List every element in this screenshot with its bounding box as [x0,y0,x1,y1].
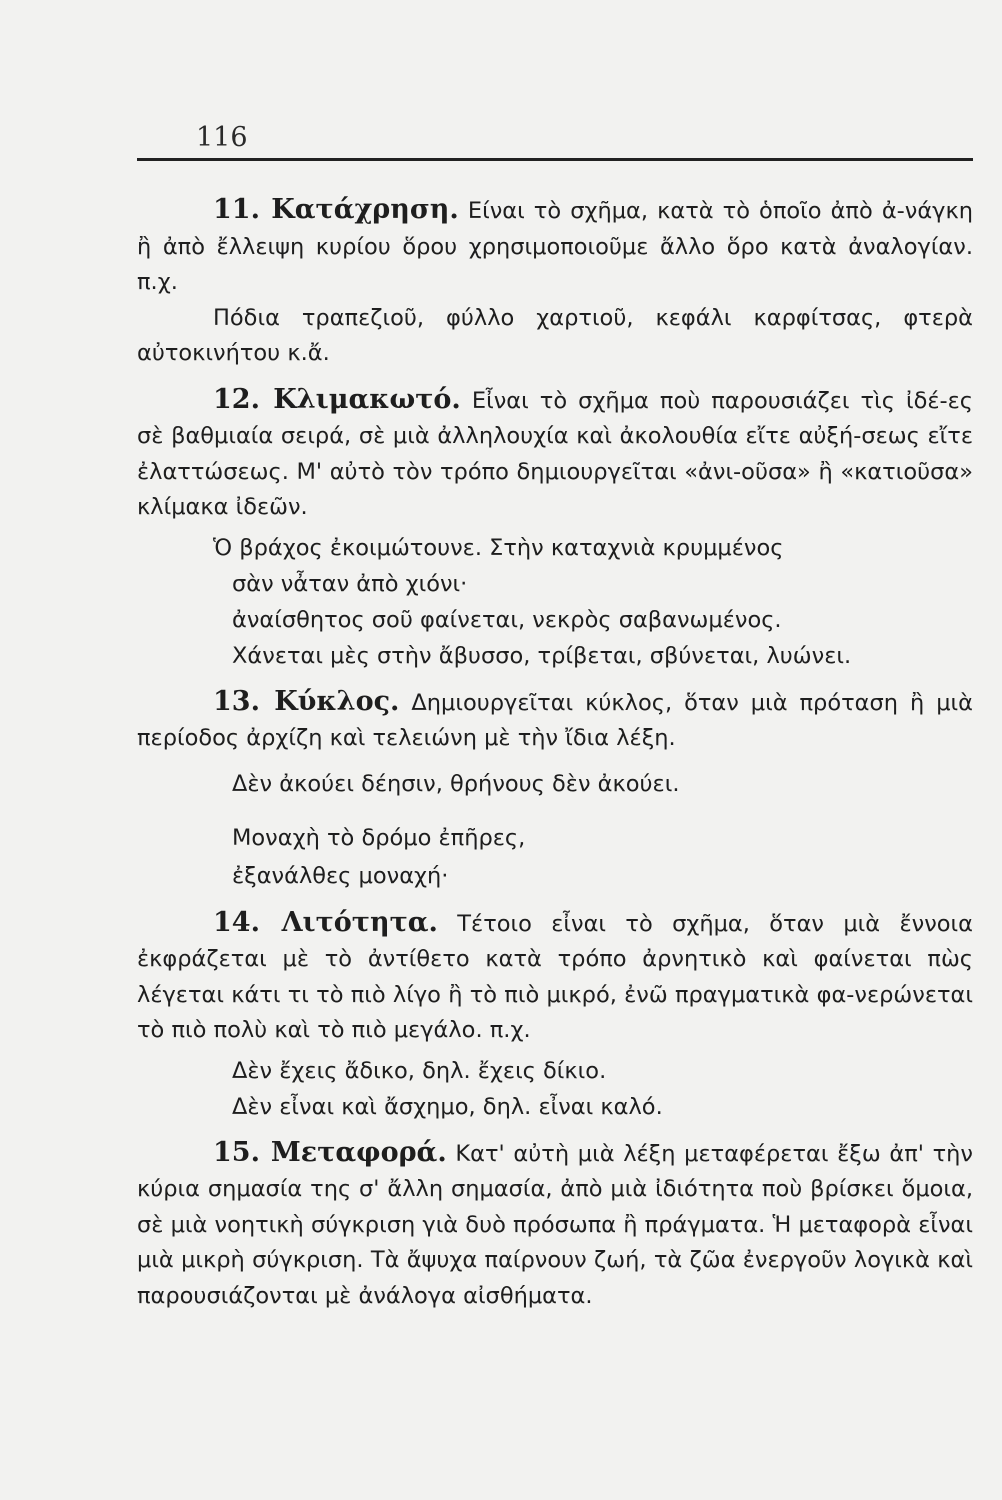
quote-line: Ὁ βράχος ἐκοιμώτουνε. Στὴν καταχνιὰ κρυμμένος [213,534,784,561]
section-13 [137,684,973,757]
quote-line: ἐξανάλθες μοναχή· [232,862,449,889]
quote-line: ἀναίσθητος σοῦ φαίνεται, νεκρὸς σαβανωμένος. [232,606,782,633]
section-14-term: 14. Λιτότητα. [213,906,438,938]
section-15 [137,1135,973,1315]
section-14-quote [137,1053,973,1125]
section-12-text: Εἶναι τὸ σχῆμα ποὺ παρουσιάζει τὶς ἰδέ-ες σὲ βαθμιαία σειρά, σὲ μιὰ ἀλληλουχία καὶ ἀκολουθία εἴτε αὐξή-σεως εἴτε ἐλαττώσεως. Μ' αὐτὸ τὸν τρόπο δημιουργεῖται «ἀνι-οῦσα» ἢ «κατιοῦσα» κλίμακα ἰδεῶν. [137,387,973,520]
quote-line: Δὲν ἀκούει δέησιν, θρήνους δὲν ἀκούει. [232,770,680,797]
section-13-text: Δημιουργεῖται κύκλος, ὅταν μιὰ πρόταση ἢ μιὰ περίοδος ἀρχίζη καὶ τελειώνη μὲ τὴν ἴδια λέξη. [137,689,973,751]
section-15-text: Κατ' αὐτὴ μιὰ λέξη μεταφέρεται ἔξω ἀπ' τὴν κύρια σημασία της σ' ἄλλη σημασία, ἀπὸ μιὰ ἰδιότητα ποὺ βρίσκει ὅμοια, σὲ μιὰ νοητικὴ σύγκριση γιὰ δυὸ πρόσωπα ἢ πράγματα. Ἡ μεταφορὰ εἶναι μιὰ μικρὴ σύγκριση. Τὰ ἄψυχα παίρνουν ζωή, τὰ ζῶα ἐνεργοῦν λογικὰ καὶ παρουσιάζονται μὲ ἀνάλογα αἰσθήματα. [137,1140,973,1309]
quote-line: Χάνεται μὲς στὴν ἄβυσσο, τρίβεται, σβύνεται, λυώνει. [232,642,852,669]
section-14 [137,905,973,1049]
section-15-term: 15. Μεταφορά. [213,1136,447,1168]
quote-line: Δὲν ἔχεις ἄδικο, δηλ. ἔχεις δίκιο. [232,1057,607,1084]
section-12 [137,382,973,526]
section-14-text: Τέτοιο εἶναι τὸ σχῆμα, ὅταν μιὰ ἔννοια ἐκφράζεται μὲ τὸ ἀντίθετο κατὰ τρόπο ἀρνητικὸ καὶ φαίνεται πὼς λέγεται κάτι τι τὸ πιὸ λίγο ἢ τὸ πιὸ μικρό, ἐνῶ πραγματικὰ φα-νερώνεται τὸ πιὸ πολὺ καὶ τὸ πιὸ μεγάλο. π.χ. [137,910,973,1043]
page-number: 116 [196,122,248,153]
section-12-quote [137,530,973,674]
page-body [137,192,973,1314]
section-11-example: Πόδια τραπεζιοῦ, φύλλο χαρτιοῦ, κεφάλι καρφίτσας, φτερὰ αὐτοκινήτου κ.ἄ. [137,304,973,366]
header-rule [137,158,973,161]
section-11-text: Είναι τὸ σχῆμα, κατὰ τὸ ὁποῖο ἀπὸ ἀ-νάγκη ἢ ἀπὸ ἔλλειψη κυρίου ὅρου χρησιμοποιοῦμε ἄλλο ὅρο κατὰ ἀναλογίαν. π.χ. [137,198,974,295]
quote-line: Μοναχὴ τὸ δρόμο ἐπῆρες, [232,824,526,851]
section-11-term: 11. Κατάχρηση. [213,194,459,225]
quote-line: Δὲν εἶναι καὶ ἄσχημο, δηλ. εἶναι καλό. [232,1093,663,1120]
section-12-term: 12. Κλιμακωτό. [213,383,461,415]
section-13-quote [137,765,973,895]
section-13-term: 13. Κύκλος. [213,685,400,717]
section-11 [137,192,973,301]
quote-line: σὰν νἆταν ἀπὸ χιόνι· [232,570,468,597]
